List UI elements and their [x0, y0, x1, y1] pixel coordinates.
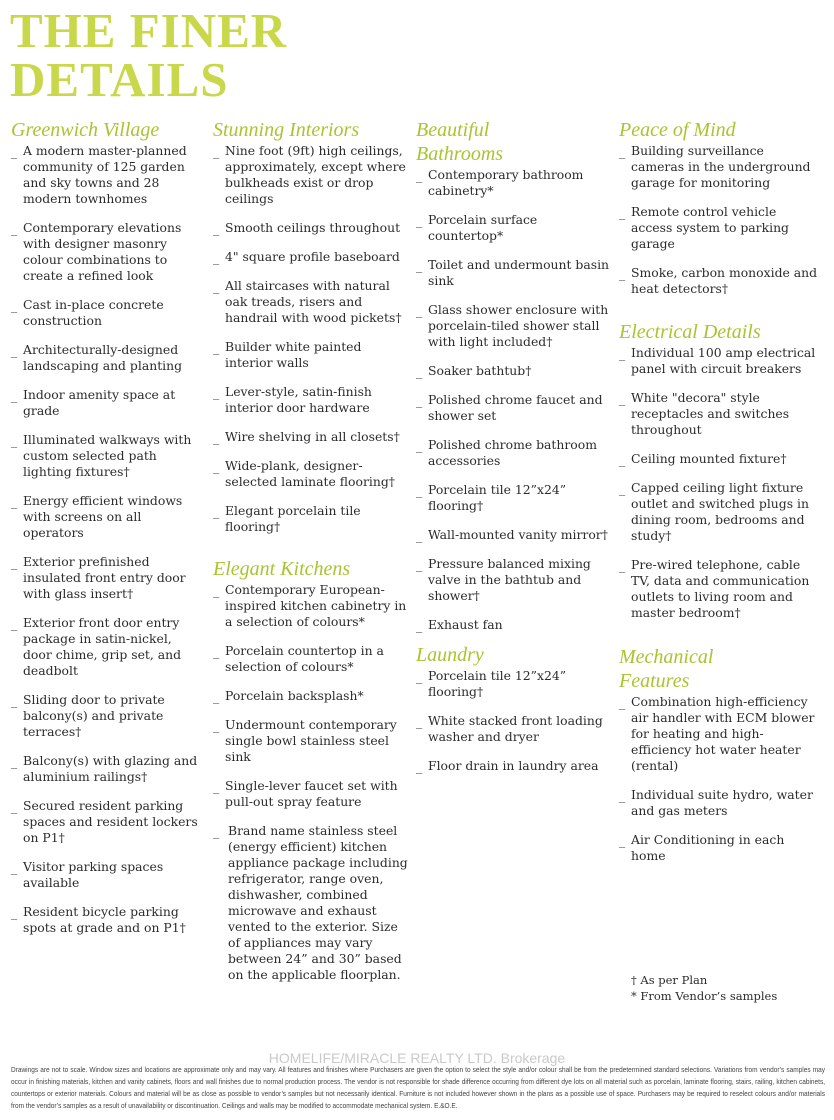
section-title: Laundry [416, 644, 484, 666]
section-beautiful-bathrooms [416, 118, 611, 633]
column-1 [11, 118, 201, 949]
section-stunning-interiors [213, 118, 408, 535]
section-laundry [416, 643, 611, 774]
list-item: _ Building surveillance cameras in the underground garage for monitoring [619, 143, 811, 190]
footnote-vendor-samples: * From Vendor’s samples [631, 988, 778, 1003]
feature-list [619, 694, 819, 864]
list-item: _ Cast in-place concrete construction [11, 297, 164, 328]
title-line-2: DETAILS [10, 52, 229, 107]
list-item: _ Wire shelving in all closets† [213, 429, 400, 445]
list-item: _ White "decora" style receptacles and switches throughout [619, 390, 790, 437]
list-item: _ Floor drain in laundry area [416, 758, 599, 774]
page-title [10, 3, 288, 107]
list-item: _ Undermount contemporary single bowl stainless steel sink [213, 717, 397, 764]
feature-list [11, 143, 201, 936]
column-4 [619, 118, 819, 877]
list-item: _ Contemporary European-inspired kitchen cabinetry in a selection of colours* [213, 582, 407, 629]
list-item: _ Sliding door to private balcony(s) and private terraces† [11, 692, 165, 739]
list-item: _ Contemporary bathroom cabinetry* [416, 167, 584, 198]
list-item: _ Contemporary elevations with designer masonry colour combinations to create a refined look [11, 220, 182, 283]
feature-list [619, 143, 819, 297]
list-item: _ Ceiling mounted fixture† [619, 451, 787, 467]
section-title: Mechanical Features [619, 646, 714, 692]
column-2 [213, 118, 408, 996]
feature-list [213, 143, 408, 535]
list-item: _ Single-lever faucet set with pull-out spray feature [213, 778, 398, 809]
feature-list [619, 345, 819, 621]
list-item: _ Combination high-efficiency air handler with ECM blower for heating and high-efficiency hot water heater (rental) [619, 694, 815, 773]
feature-list [416, 668, 611, 774]
list-item: _ Indoor amenity space at grade [11, 387, 176, 418]
list-item: _ Porcelain tile 12”x24” flooring† [416, 482, 567, 513]
list-item: _ All staircases with natural oak treads, risers and handrail with wood pickets† [213, 278, 402, 325]
section-greenwich-village [11, 118, 201, 936]
list-item: _ Remote control vehicle access system to parking garage [619, 204, 789, 251]
list-item: _ White stacked front loading washer and dryer [416, 713, 603, 744]
list-item: _ Smoke, carbon monoxide and heat detectors† [619, 265, 818, 296]
list-item: _ Capped ceiling light fixture outlet and switched plugs in dining room, bedrooms and study† [619, 480, 809, 543]
list-item: _ Illuminated walkways with custom selected path lighting fixtures† [11, 432, 192, 479]
list-item: _ Glass shower enclosure with porcelain-tiled shower stall with light included† [416, 302, 609, 349]
section-mechanical-features [619, 645, 819, 864]
list-item: _ Porcelain tile 12”x24” flooring† [416, 668, 567, 699]
list-item: _ Exterior front door entry package in satin-nickel, door chime, grip set, and deadbolt [11, 615, 182, 678]
section-title: Elegant Kitchens [213, 558, 351, 580]
list-item: _ Pre-wired telephone, cable TV, data and communication outlets to living room and master bedroom† [619, 557, 810, 620]
list-item: _ Pressure balanced mixing valve in the bathtub and shower† [416, 556, 591, 603]
list-item: _ Elegant porcelain tile flooring† [213, 503, 361, 534]
list-item: _ Individual 100 amp electrical panel with circuit breakers [619, 345, 816, 376]
legal-disclaimer: Drawings are not to scale. Window sizes and locations are approximate only and may vary. All features and finishes where Purchasers are given the option to select the style and/or colour shall be from the predetermined standard selections. Variations from vendor’s samples may occur in finishing materials, kitchen and vanity cabinets, floors and wall finishes due to normal production process. The vendor is not responsible for shade difference occurring from different dye lots on all material such as porcelain, laminate flooring, stairs, railing, kitchen cabinets, countertops or exterior materials. Colours and material will be as close as possible to vendor’s samples but not necessarily identical. Furniture is not included however shown in the plans as a possible use of space. Purchasers may be required to reselect colours and/or materials from the vendor’s samples as a result of unavailability or discontinuation. Ceilings and walls may be modified to accommodate mechanical system. E.&O.E. [11, 1065, 825, 1110]
list-item: _ Resident bicycle parking spots at grade and on P1† [11, 904, 186, 935]
title-line-1: THE FINER [10, 3, 288, 58]
list-item: _ Energy efficient windows with screens on all operators [11, 493, 183, 540]
list-item: _ Brand name stainless steel (energy efficient) kitchen appliance package including refrigerator, range oven, dishwasher, combined microwave and exhaust vented to the exterior. Size of appliances may vary between 24” and 30” based on the applicable floorplan. [213, 823, 408, 982]
list-item: _ Wide-plank, designer-selected laminate flooring† [213, 458, 395, 489]
list-item: _ Porcelain backsplash* [213, 688, 364, 704]
list-item: _ Polished chrome faucet and shower set [416, 392, 603, 423]
list-item: _ Visitor parking spaces available [11, 859, 164, 890]
list-item: _ Toilet and undermount basin sink [416, 257, 610, 288]
list-item: _ Wall-mounted vanity mirror† [416, 527, 608, 543]
brokerage-watermark: HOMELIFE/MIRACLE REALTY LTD. Brokerage [268, 1050, 566, 1066]
section-title: Stunning Interiors [213, 119, 360, 141]
list-item: _ Exhaust fan [416, 617, 503, 633]
list-item: _ Smooth ceilings throughout [213, 220, 401, 236]
list-item: _ Nine foot (9ft) high ceilings, approximately, except where bulkheads exist or drop ceilings [213, 143, 406, 206]
list-item: _ Builder white painted interior walls [213, 339, 362, 370]
feature-list [416, 167, 611, 633]
section-elegant-kitchens [213, 557, 408, 983]
list-item: _ Balcony(s) with glazing and aluminium railings† [11, 753, 198, 784]
list-item: _ Individual suite hydro, water and gas meters [619, 787, 813, 818]
list-item: _ Polished chrome bathroom accessories [416, 437, 597, 468]
section-electrical-details [619, 320, 819, 621]
feature-list [213, 582, 408, 983]
list-item: _ Architecturally-designed landscaping and planting [11, 342, 183, 373]
section-peace-of-mind [619, 118, 819, 297]
list-item: _ Air Conditioning in each home [619, 832, 785, 863]
section-title: Peace of Mind [619, 119, 736, 141]
list-item: _ Porcelain countertop in a selection of colours* [213, 643, 384, 674]
section-title: Beautiful Bathrooms [416, 119, 504, 165]
list-item: _ Porcelain surface countertop* [416, 212, 538, 243]
footnotes [631, 973, 777, 1004]
list-item: _ 4" square profile baseboard [213, 249, 400, 265]
section-title: Electrical Details [619, 321, 761, 343]
list-item: _ Secured resident parking spaces and resident lockers on P1† [11, 798, 198, 845]
footnote-as-per-plan: † As per Plan [631, 973, 708, 987]
list-item: _ Lever-style, satin-finish interior door hardware [213, 384, 372, 415]
list-item: _ A modern master-planned community of 125 garden and sky towns and 28 modern townhomes [11, 143, 187, 206]
section-title: Greenwich Village [11, 119, 160, 141]
list-item: _ Exterior prefinished insulated front entry door with glass insert† [11, 554, 186, 601]
list-item: _ Soaker bathtub† [416, 363, 532, 379]
column-3 [416, 118, 611, 787]
